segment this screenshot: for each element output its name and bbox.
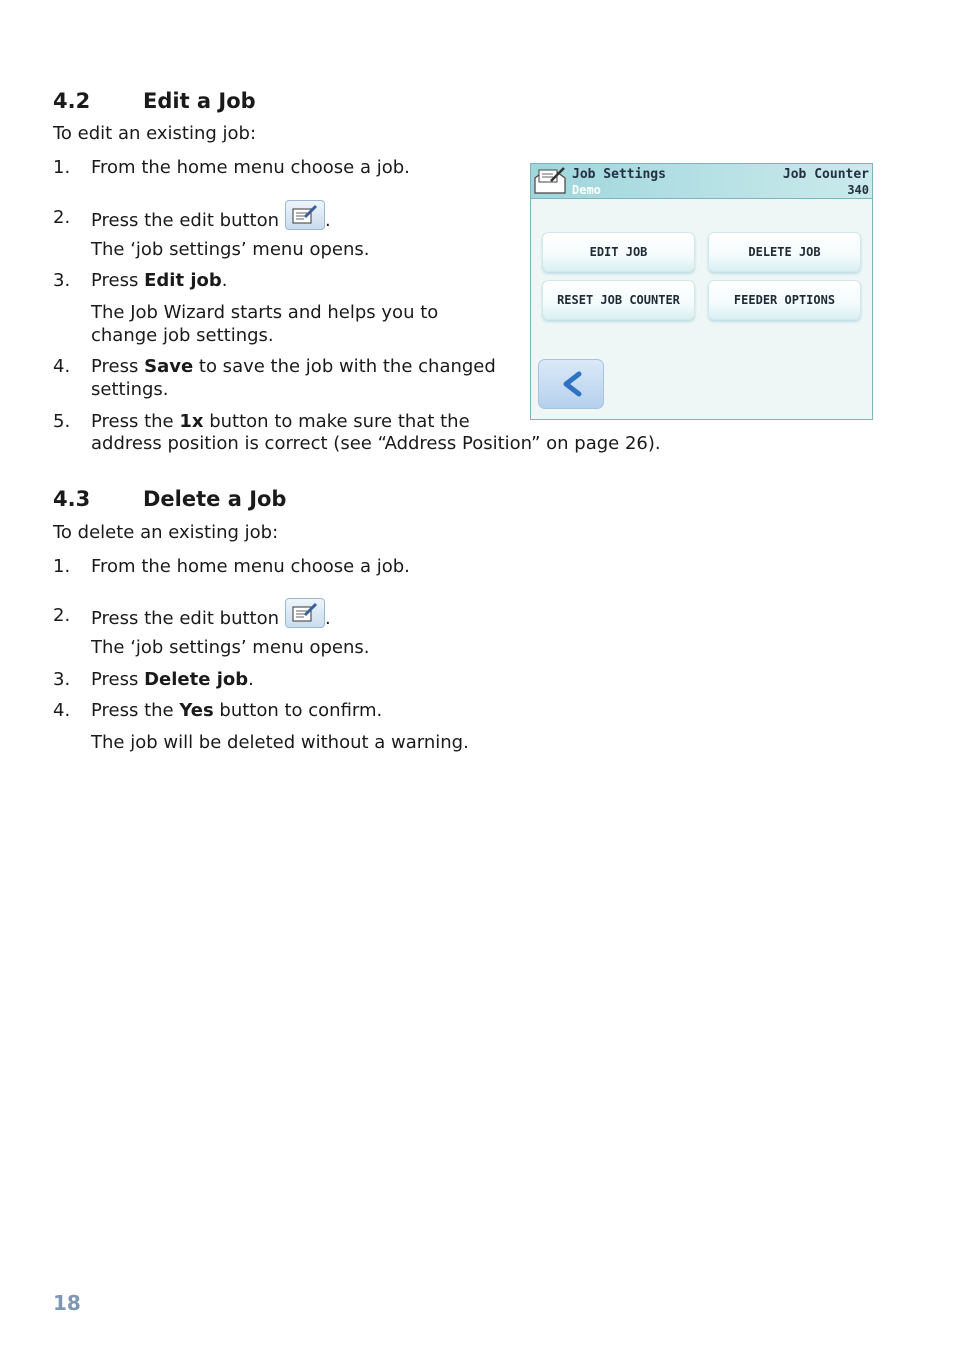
step-text-pre: Press the [91,411,180,432]
step-text [91,200,331,232]
step-text-before: Press the edit button [91,210,280,231]
section-intro: To delete an existing job: [53,522,279,543]
step-text-post: to save the job with the changed [193,356,496,377]
edit-button-icon [285,200,325,230]
step-number: 5. [53,411,71,432]
step-number: 1. [53,157,71,178]
section-number: 4.2 [53,89,91,113]
step-note: The ‘job settings’ menu opens. [91,239,370,260]
screen-titlebar [531,164,872,199]
job-counter-label: Job Counter [782,167,869,182]
step-text [91,669,254,691]
section-title: Delete a Job [143,487,287,511]
step-number: 4. [53,700,71,721]
step-text-post: button to make sure that the [203,411,470,432]
screen-subtitle: Demo [572,183,601,197]
step-note: The Job Wizard starts and helps you to [91,302,439,323]
step-text-bold: Save [144,356,194,377]
section-title: Edit a Job [143,89,256,113]
step-text [91,598,331,630]
delete-job-button[interactable]: DELETE JOB [708,232,861,272]
step-text-line2: address position is correct (see “Address Position” on page 26). [91,433,661,454]
feeder-options-button[interactable]: FEEDER OPTIONS [708,280,861,320]
step-text-after: . [325,210,331,231]
reset-job-counter-button[interactable]: RESET JOB COUNTER [542,280,695,320]
step-text-pre: Press [91,270,145,291]
edit-document-icon [533,166,567,201]
step-text-line2: settings. [91,379,169,400]
step-text [91,411,470,433]
step-number: 1. [53,556,71,577]
step-text [91,700,382,722]
step-text-bold: 1x [179,411,204,432]
step-number: 3. [53,669,71,690]
step-text-bold: Delete job [144,669,249,690]
step-text-before: Press the edit button [91,608,280,629]
step-text-post: . [248,669,254,690]
chevron-left-icon [557,369,587,404]
step-note: The job will be deleted without a warning. [91,732,469,753]
screen-title: Job Settings [572,167,666,182]
back-button[interactable] [538,359,604,409]
step-text: From the home menu choose a job. [91,157,410,178]
section-intro: To edit an existing job: [53,123,257,144]
job-counter-value: 340 [847,183,869,197]
step-note: The ‘job settings’ menu opens. [91,637,370,658]
step-number: 4. [53,356,71,377]
step-text-post: . [221,270,228,291]
step-text-post: button to confirm. [213,700,383,721]
step-text [91,270,228,292]
step-number: 3. [53,270,71,291]
step-text [91,356,496,378]
step-text: From the home menu choose a job. [91,556,410,577]
step-text-pre: Press [91,356,145,377]
step-text-pre: Press the [91,700,180,721]
job-settings-screen [530,163,873,420]
edit-job-button[interactable]: EDIT JOB [542,232,695,272]
step-text-pre: Press [91,669,145,690]
step-text-after: . [325,608,331,629]
edit-button-icon [285,598,325,628]
step-number: 2. [53,207,71,228]
step-number: 2. [53,605,71,626]
step-text-bold: Edit job [144,270,222,291]
page-number: 18 [53,1291,81,1315]
section-number: 4.3 [53,487,91,511]
step-note: change job settings. [91,325,274,346]
step-text-bold: Yes [179,700,214,721]
